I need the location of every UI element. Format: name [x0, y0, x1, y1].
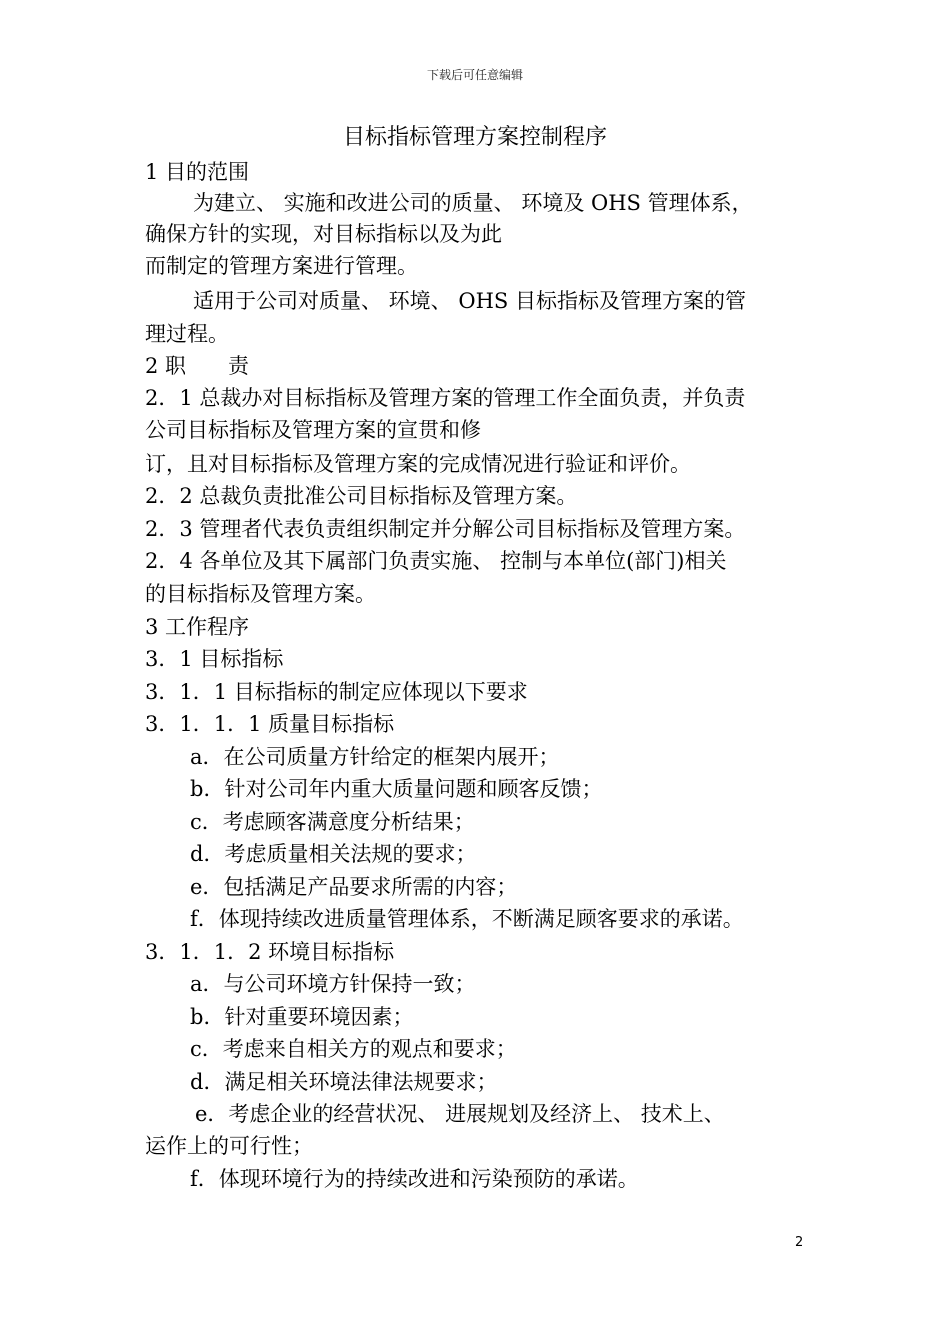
subsection-heading: 3．1 目标指标 [145, 647, 284, 671]
paragraph-line: 而制定的管理方案进行管理。 [145, 254, 418, 278]
section-heading-1: 1 目的范围 [145, 160, 250, 184]
clause-line: 公司目标指标及管理方案的宣贯和修 [145, 418, 481, 442]
clause-line: 2．2 总裁负责批准公司目标指标及管理方案。 [145, 484, 578, 508]
page-number: 2 [795, 1235, 804, 1250]
page-header-note: 下载后可任意编辑 [426, 68, 523, 82]
list-item: c．考虑来自相关方的观点和要求； [190, 1037, 517, 1061]
clause-line: 2．3 管理者代表负责组织制定并分解公司目标指标及管理方案。 [145, 517, 746, 541]
paragraph-line: 理过程。 [145, 322, 229, 346]
list-item: d．考虑质量相关法规的要求； [190, 842, 477, 866]
list-item: b．针对重要环境因素； [190, 1005, 414, 1029]
document-title: 目标指标管理方案控制程序 [342, 125, 607, 150]
paragraph-line: 为建立、 实施和改进公司的质量、 环境及 OHS 管理体系， [193, 191, 753, 215]
subsection-heading: 3．1．1．1 质量目标指标 [145, 712, 395, 736]
list-item: a．在公司质量方针给定的框架内展开； [190, 745, 560, 769]
section-heading-2: 2 职 责 [145, 354, 250, 378]
list-item: a．与公司环境方针保持一致； [190, 972, 476, 996]
clause-line: 的目标指标及管理方案。 [145, 582, 376, 606]
list-item: e．包括满足产品要求所需的内容； [190, 875, 518, 899]
clause-line: 2．1 总裁办对目标指标及管理方案的管理工作全面负责，并负责 [145, 386, 746, 410]
clause-line: 2．4 各单位及其下属部门负责实施、 控制与本单位(部门)相关 [145, 549, 727, 573]
paragraph-line: 确保方针的实现，对目标指标以及为此 [145, 222, 502, 246]
subsection-heading: 3．1．1．2 环境目标指标 [145, 940, 395, 964]
list-item: b．针对公司年内重大质量问题和顾客反馈； [190, 777, 603, 801]
subsection-heading: 3．1．1 目标指标的制定应体现以下要求 [145, 680, 528, 704]
list-item-continuation: 运作上的可行性； [145, 1134, 313, 1158]
paragraph-line: 适用于公司对质量、 环境、 OHS 目标指标及管理方案的管 [193, 289, 746, 313]
clause-line: 订，且对目标指标及管理方案的完成情况进行验证和评价。 [145, 452, 691, 476]
list-item: d．满足相关环境法律法规要求； [190, 1070, 498, 1094]
list-item: f．体现环境行为的持续改进和污染预防的承诺。 [190, 1167, 639, 1191]
list-item: c．考虑顾客满意度分析结果； [190, 810, 475, 834]
list-item: f．体现持续改进质量管理体系，不断满足顾客要求的承诺。 [190, 907, 744, 931]
section-heading-3: 3 工作程序 [145, 615, 250, 639]
list-item: e．考虑企业的经营状况、 进展规划及经济上、 技术上、 [195, 1102, 725, 1126]
